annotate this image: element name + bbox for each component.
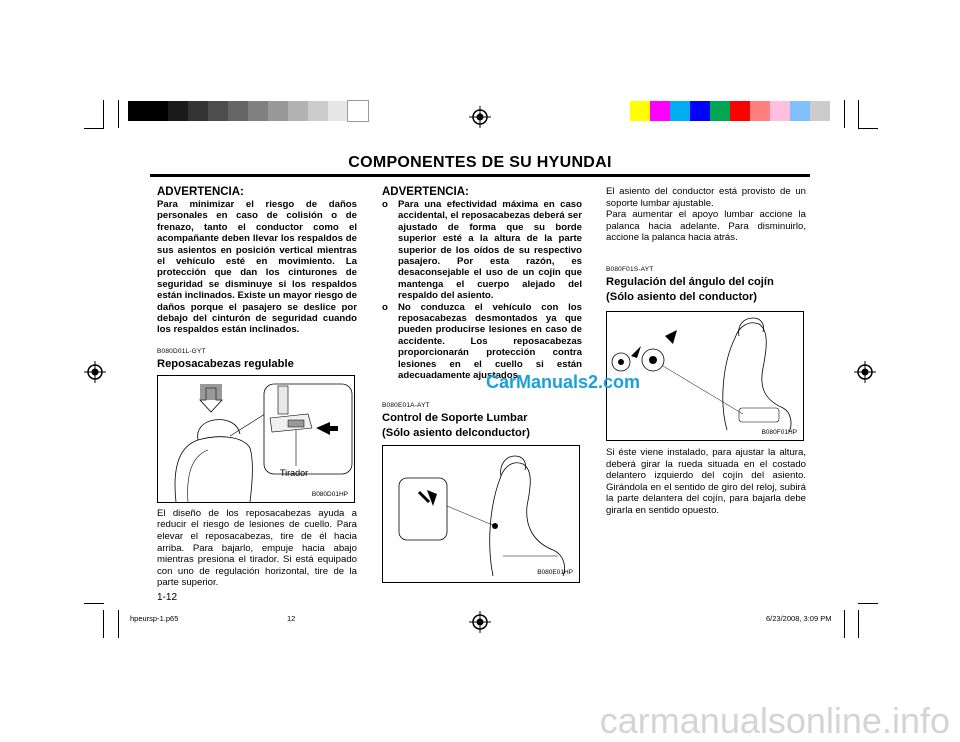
warning-title: ADVERTENCIA: (382, 186, 469, 198)
crop-mark (103, 610, 104, 638)
color-swatch (208, 101, 228, 121)
cushion-body: Si éste viene instalado, para ajustar la altura, deberá girar la rueda situada en el costado delantero izquierdo del cojín del asiento. Girándola en el sentido de giro del reloj, subirá la parte delantera del cojín, para bajarla debe girarla en sentido opuesto. (606, 446, 806, 516)
crop-mark (84, 603, 104, 604)
figure-label: Tirador (280, 467, 309, 478)
headrest-illustration (158, 376, 354, 502)
bottom-watermark-bar (0, 700, 960, 742)
section-subtitle: (Sólo asiento del conductor) (606, 290, 758, 303)
color-swatch (188, 101, 208, 121)
page-number: 1-12 (157, 592, 178, 604)
warning-list-text: Para una efectividad máxima en caso accidental, el reposacabezas deberá ser ajustado de forma que su borde superior esté a la altura de la parte superior de los oídos de su respectivo pasajero. Por esta razón, es desaconsejable el uso de un cojín que mantenga el cuerpo alejado del respaldo del asiento. (398, 199, 582, 302)
section-title: Regulación del ángulo del cojín (606, 275, 774, 288)
warning-title: ADVERTENCIA: (157, 186, 244, 198)
page-header-title: COMPONENTES DE SU HYUNDAI (348, 154, 612, 171)
section-code: B080F01S-AYT (606, 265, 654, 273)
crop-mark (118, 100, 119, 128)
color-swatch (750, 101, 770, 121)
color-swatch (770, 101, 790, 121)
registration-mark-icon (469, 106, 491, 128)
color-swatch (790, 101, 810, 121)
color-swatch (308, 101, 328, 121)
warning-text: Para minimizar el riesgo de daños personales en caso de colisión o de frenazo, tanto el conductor como el acompañante deben llevar los respaldos de sus asientos en posición vertical mientras el vehículo esté en movimiento. La protección que dan los cinturones de seguridad se disminuye si los respaldos están inclinados. Existe un mayor riesgo de daños porque el pasajero se deslice por debajo del cinturón de seguridad cuando los respaldos están inclinados. (157, 199, 357, 336)
crop-mark (844, 100, 845, 128)
lumbar-illustration (383, 446, 579, 582)
headrest-figure (157, 375, 355, 503)
crop-mark (844, 610, 845, 638)
column-left (157, 186, 357, 603)
header-rule (150, 174, 810, 177)
color-swatch (248, 101, 268, 121)
section-title: Control de Soporte Lumbar (382, 411, 528, 424)
color-swatch (670, 101, 690, 121)
crop-mark (858, 128, 878, 129)
column-right (606, 186, 806, 517)
color-swatch (268, 101, 288, 121)
color-swatch (650, 101, 670, 121)
figure-code: B080F01HP (761, 428, 797, 436)
color-swatch (148, 101, 168, 121)
color-swatch (168, 101, 188, 121)
footer-date: 6/23/2008, 3:09 PM (766, 614, 832, 623)
crop-mark (858, 100, 859, 128)
color-swatch (348, 101, 368, 121)
registration-mark-icon (854, 361, 876, 383)
crop-mark (858, 603, 878, 604)
headrest-body: El diseño de los reposacabezas ayuda a reducir el riesgo de lesiones de cuello. Para elevar el reposacabezas, tire de él hacia arriba. Para bajarlo, empuje hacia abajo mientras presiona el tirador. Si está equipado con uno de regulación horizontal, tire de la parte superior. (157, 507, 357, 589)
lumbar-figure (382, 445, 580, 583)
warning-list-item (382, 302, 582, 382)
color-swatch (710, 101, 730, 121)
color-swatch (288, 101, 308, 121)
section-subtitle: (Sólo asiento delconductor) (382, 426, 530, 439)
crop-mark (858, 610, 859, 638)
warning-list-item (382, 199, 582, 302)
lumbar-body: El asiento del conductor está provisto de un soporte lumbar ajustable. Para aumentar el apoyo lumbar accione la palanca hacia adelante. Para disminuirlo, accione la palanca hacia atrás. (606, 186, 806, 244)
registration-mark-icon (469, 611, 491, 633)
crop-mark (103, 100, 104, 128)
color-swatch (730, 101, 750, 121)
registration-mark-icon (84, 361, 106, 383)
crop-mark (84, 128, 104, 129)
crop-mark (118, 610, 119, 638)
figure-code: B080D01HP (311, 490, 348, 498)
grayscale-color-bar (128, 101, 368, 121)
cmyk-color-bar (630, 101, 830, 121)
figure-code: B080E01HP (537, 568, 573, 576)
color-swatch (228, 101, 248, 121)
bullet: o (382, 301, 388, 313)
color-swatch (630, 101, 650, 121)
color-swatch (128, 101, 148, 121)
footer-page: 12 (287, 614, 296, 623)
color-swatch (810, 101, 830, 121)
warning-list-text: No conduzca el vehículo con los reposacabezas desmontados ya que pueden producirse lesiones en caso de accidente. Los reposacabezas proporcionarán protección contra lesiones en el cuello si están adecuadamente ajustados. (398, 301, 582, 382)
bottom-watermark: carmanualsonline.info (599, 700, 950, 741)
watermark: CarManuals2.com (486, 372, 641, 392)
color-swatch (690, 101, 710, 121)
footer-file: hpeursp-1.p65 (130, 614, 179, 623)
section-code: B080E01A-AYT (382, 401, 430, 409)
section-code: B080D01L-GYT (157, 347, 206, 355)
warning-list (382, 199, 582, 382)
section-title: Reposacabezas regulable (157, 357, 294, 370)
bullet: o (382, 199, 388, 210)
color-swatch (328, 101, 348, 121)
